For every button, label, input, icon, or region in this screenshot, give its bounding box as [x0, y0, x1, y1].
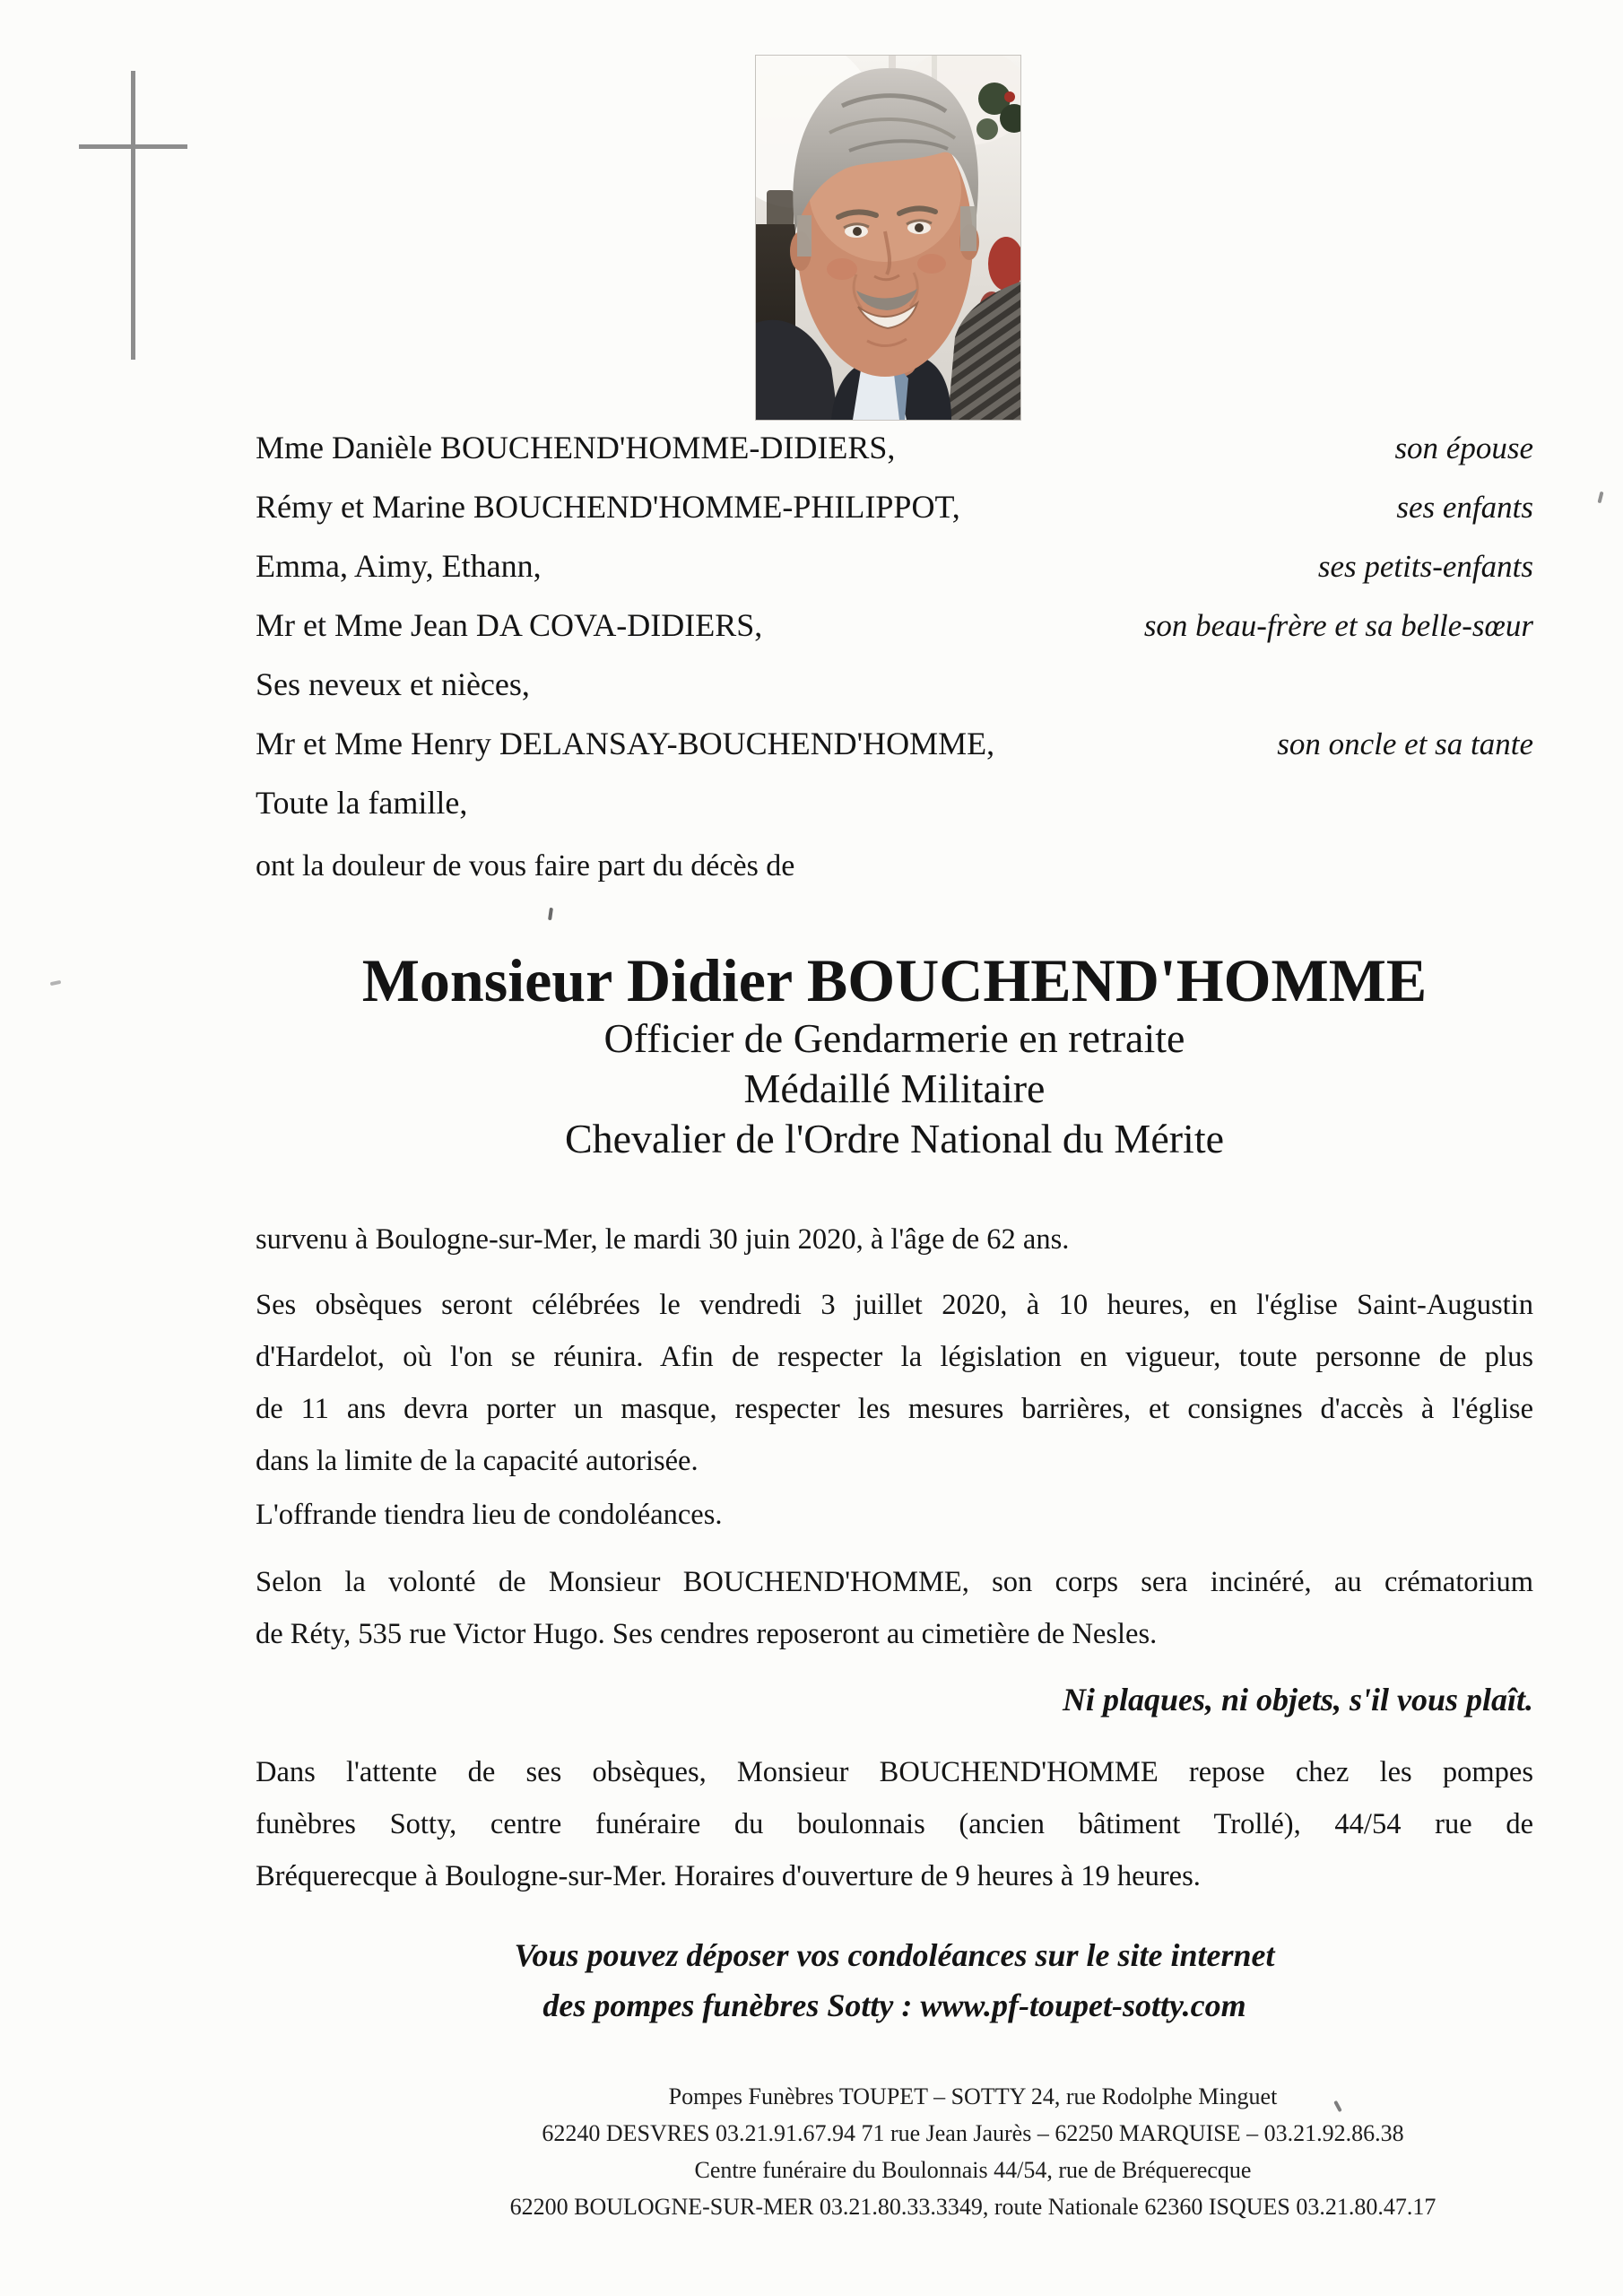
family-list — [256, 429, 1533, 843]
scan-artifact — [548, 908, 553, 920]
footer-line: 62200 BOULOGNE-SUR-MER 03.21.80.33.3349, route Nationale 62360 ISQUES 03.21.80.47.17 — [509, 2194, 1436, 2220]
paragraph-line: Dans l'attente de ses obsèques, Monsieur BOUCHEND'HOMME repose chez les pompes — [256, 1756, 1533, 1788]
footer-line: Centre funéraire du Boulonnais 44/54, rue de Bréquerecque — [694, 2157, 1252, 2183]
family-line — [256, 488, 1533, 547]
paragraph-offrande: L'offrande tiendra lieu de condoléances. — [256, 1499, 723, 1531]
deceased-subtitle: Médaillé Militaire — [743, 1065, 1046, 1111]
family-member-name: Mr et Mme Jean DA COVA-DIDIERS, — [256, 607, 763, 643]
family-line — [256, 665, 1533, 725]
paragraph-ni-plaques: Ni plaques, ni objets, s'il vous plaît. — [1062, 1682, 1533, 1718]
paragraph-cremation — [256, 1556, 1533, 1660]
family-member-name: Emma, Aimy, Ethann, — [256, 548, 542, 584]
family-line — [256, 606, 1533, 665]
condolences-line: Vous pouvez déposer vos condoléances sur le site internet — [514, 1937, 1275, 1973]
family-member-name: Toute la famille, — [256, 785, 468, 821]
family-line — [256, 547, 1533, 606]
family-line — [256, 784, 1533, 843]
paragraph-line: dans la limite de la capacité autorisée. — [256, 1445, 699, 1477]
portrait-photo — [756, 56, 1020, 420]
family-relation: son épouse — [1394, 430, 1533, 465]
paragraph-line: Ses obsèques seront célébrées le vendredi 3 juillet 2020, à 10 heures, en l'église Saint-Augustin — [256, 1289, 1533, 1321]
paragraph-funeral-service — [256, 1279, 1533, 1487]
scan-artifact — [50, 980, 62, 986]
paragraph-line: Bréquerecque à Boulogne-sur-Mer. Horaires d'ouverture de 9 heures à 19 heures. — [256, 1860, 1201, 1892]
funeral-home-footer — [408, 2078, 1538, 2225]
condolences-website-url: des pompes funèbres Sotty : www.pf-toupet-sotty.com — [542, 1987, 1246, 2023]
family-member-name: Mr et Mme Henry DELANSAY-BOUCHEND'HOMME, — [256, 726, 995, 761]
family-relation: son oncle et sa tante — [1277, 726, 1533, 761]
cross-icon — [79, 144, 187, 149]
paragraph-line: de Réty, 535 rue Victor Hugo. Ses cendres reposeront au cimetière de Nesles. — [256, 1618, 1158, 1650]
cross-icon — [131, 71, 135, 360]
family-relation: son beau-frère et sa belle-sœur — [1143, 608, 1533, 643]
paragraph-line: de 11 ans devra porter un masque, respecter les mesures barrières, et consignes d'accès à l'église — [256, 1393, 1533, 1425]
paragraph-line: d'Hardelot, où l'on se réunira. Afin de respecter la législation en vigueur, toute personne de plus — [256, 1341, 1533, 1373]
condolences-website-note — [256, 1930, 1533, 2031]
family-member-name: Mme Danièle BOUCHEND'HOMME-DIDIERS, — [256, 430, 896, 465]
paragraph-repose — [256, 1746, 1533, 1902]
paragraph-line: funèbres Sotty, centre funéraire du boulonnais (ancien bâtiment Trollé), 44/54 rue de — [256, 1808, 1533, 1840]
family-line — [256, 725, 1533, 784]
announcement-intro: ont la douleur de vous faire part du décès de — [256, 849, 795, 883]
family-member-name: Rémy et Marine BOUCHEND'HOMME-PHILIPPOT, — [256, 489, 960, 525]
family-relation: ses petits-enfants — [1317, 549, 1533, 584]
footer-line: 62240 DESVRES 03.21.91.67.94 71 rue Jean Jaurès – 62250 MARQUISE – 03.21.92.86.38 — [542, 2120, 1404, 2146]
paragraph-line: Selon la volonté de Monsieur BOUCHEND'HOMME, son corps sera incinéré, au crématorium — [256, 1566, 1533, 1598]
deceased-subtitle: Chevalier de l'Ordre National du Mérite — [564, 1116, 1225, 1161]
family-member-name: Ses neveux et nièces, — [256, 666, 530, 702]
scan-artifact — [1597, 491, 1603, 504]
family-line — [256, 429, 1533, 488]
deceased-name-title: Monsieur Didier BOUCHEND'HOMME — [361, 946, 1428, 1014]
footer-line: Pompes Funèbres TOUPET – SOTTY 24, rue Rodolphe Minguet — [668, 2083, 1278, 2109]
deceased-subtitles — [256, 1013, 1533, 1164]
portrait-photo-image — [756, 56, 1020, 420]
deceased-title-block — [256, 946, 1533, 1164]
family-relation: ses enfants — [1396, 490, 1533, 525]
deceased-subtitle: Officier de Gendarmerie en retraite — [603, 1015, 1185, 1061]
paragraph-death-info: survenu à Boulogne-sur-Mer, le mardi 30 juin 2020, à l'âge de 62 ans. — [256, 1223, 1070, 1256]
